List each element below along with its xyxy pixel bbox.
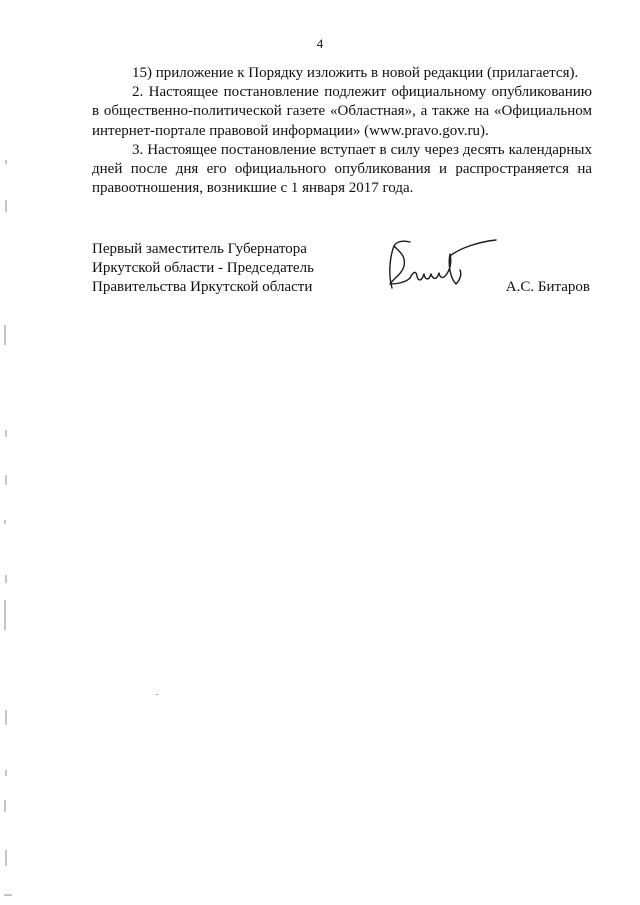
signature-block xyxy=(92,240,592,300)
paragraph-clause-3: 3. Настоящее постановление вступает в силу через десять календарных дней после дня его официального опубликования и распространяется на правоотношения, возникшие с 1 января 2017 года. xyxy=(92,141,592,197)
paragraph-clause-2: 2. Настоящее постановление подлежит официальному опубликованию в общественно-политической газете «Областная», а также на «Официальном интернет-портале правовой информации» (www.pravo.gov.ru). xyxy=(92,84,592,139)
scan-margin-marks xyxy=(0,0,16,905)
paragraph-item-15: 15) приложение к Порядку изложить в новой редакции (прилагается). xyxy=(132,65,579,81)
signer-title-line: Иркутской области - Председатель xyxy=(92,260,314,277)
document-body xyxy=(92,64,592,198)
page-number: 4 xyxy=(316,36,324,51)
scan-artifact xyxy=(156,694,158,695)
signer-name: А.С. Битаров xyxy=(505,279,590,296)
signer-title xyxy=(92,240,314,298)
handwritten-signature-icon xyxy=(380,234,500,296)
signer-title-line: Правительства Иркутской области xyxy=(92,279,313,296)
signer-title-line: Первый заместитель Губернатора xyxy=(92,241,307,257)
